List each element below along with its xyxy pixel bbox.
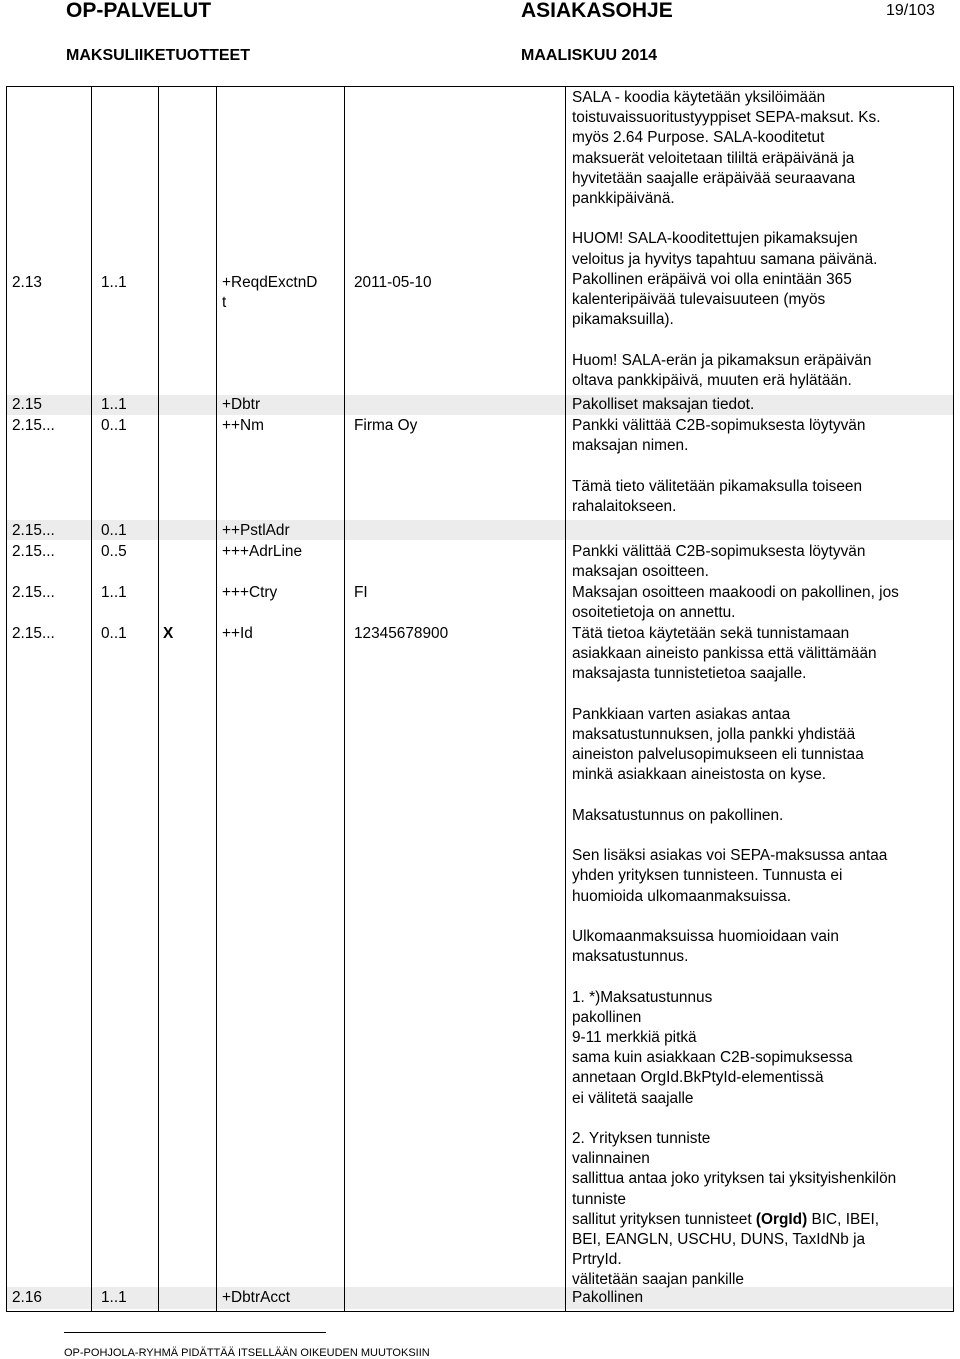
desc-text: sallitut yrityksen tunnisteet [572,1210,756,1228]
desc-line: kalenteripäivää tulevaisuuteen (myös [572,291,826,309]
desc-line: Tämä tieto välitetään pikamaksulla toiseen [572,477,863,495]
description-id [572,624,896,1291]
footer-rule [64,1332,326,1333]
desc-line: maksatustunnus. [572,948,689,966]
orgid-bold: (OrgId) [755,1210,808,1228]
desc-line: hyvitetään saajalle eräpäivää seuraavana [572,169,856,187]
row-tag-cont: t [222,294,227,311]
desc-line: Tätä tietoa käytetään sekä tunnistamaan [572,625,850,642]
desc-line: yhden yrityksen tunnisteen. Tunnusta ei [572,867,843,885]
desc-line: tunniste [572,1190,626,1208]
col-divider [158,87,159,1311]
row-cardinality: 1..1 [101,1289,127,1306]
row-mark: X [163,625,174,642]
desc-line: asiakkaan aineisto pankissa että välittämään [572,645,877,663]
desc-line: sallittua antaa joko yrityksen tai yksityishenkilön [572,1170,897,1188]
row-tag: +Dbtr [222,396,261,413]
desc-line: maksatustunnuksen, jolla pankki yhdistää [572,726,856,743]
col-divider [565,87,566,1311]
desc-line: osoitetietoja on annettu. [572,604,736,622]
row-tag: +++AdrLine [222,543,303,560]
row-example: 12345678900 [354,625,449,642]
desc-line: valinnainen [572,1150,650,1168]
desc-line [572,826,896,846]
header-center-subtitle: MAALISKUU 2014 [521,47,658,64]
desc-line: Sen lisäksi asiakas voi SEPA-maksussa antaa [572,847,888,865]
desc-line: ei välitetä saajalle [572,1089,694,1107]
desc-line [572,967,896,987]
col-divider [216,87,217,1311]
row-number: 2.15... [12,417,55,434]
row-tag: +ReqdExctnD [222,274,318,291]
row-cardinality: 1..1 [101,396,127,413]
col-divider [344,87,345,1311]
row-cardinality: 0..1 [101,625,127,642]
desc-line: maksajan osoitteen. [572,563,709,581]
row-tag: ++Id [222,625,253,642]
row-cardinality: 0..1 [101,522,127,539]
desc-line [572,209,881,229]
row-2-15-shade [7,395,953,415]
row-example: 2011-05-10 [354,274,432,291]
desc-line: 2. Yrityksen tunniste [572,1129,711,1147]
row-cardinality: 0..1 [101,417,127,434]
desc-line: minkä asiakkaan aineistosta on kyse. [572,766,827,784]
desc-line: välitetään saajan pankille [572,1271,744,1289]
description-adrline [572,542,865,582]
row-description: Pakollinen [572,1289,644,1306]
desc-line: maksajasta tunnistetietoa saajalle. [572,665,807,683]
desc-line: huomioida ulkomaanmaksuissa. [572,887,792,905]
desc-line: PrtryId. [572,1251,622,1269]
desc-line: toistuvaissuoritustyyppiset SEPA-maksut. Ks. [572,109,881,127]
desc-line [572,907,896,927]
row-number: 2.16 [12,1289,42,1306]
row-number: 2.13 [12,274,42,291]
desc-line: Ulkomaanmaksuissa huomioidaan vain [572,927,839,945]
row-cardinality: 1..1 [101,274,127,291]
desc-line [572,456,865,476]
desc-line: 1. *)Maksatustunnus [572,988,713,1006]
header-left-subtitle: MAKSULIIKETUOTTEET [66,47,250,64]
row-number: 2.15 [12,396,42,413]
row-tag: +++Ctry [222,584,278,601]
desc-line [572,1109,896,1129]
desc-line: veloitus ja hyvitys tapahtuu samana päivänä. [572,250,878,268]
desc-line: Pankkiaan varten asiakas antaa [572,705,791,723]
row-example: FI [354,584,368,601]
col-divider [91,87,92,1311]
header-left-title: OP-PALVELUT [66,0,212,22]
row-number: 2.15... [12,543,55,560]
row-number: 2.15... [12,584,55,601]
desc-text: BIC, IBEI, [807,1210,880,1228]
desc-line [572,786,896,806]
page-number: 19/103 [886,2,935,19]
row-number: 2.15... [12,625,55,642]
desc-line [572,685,896,705]
desc-line: Huom! SALA-erän ja pikamaksun eräpäivän [572,351,872,369]
desc-line: pakollinen [572,1008,642,1026]
description-nm [572,416,865,517]
desc-line: Maksajan osoitteen maakoodi on pakollinen, jos [572,584,899,601]
row-tag: +DbtrAcct [222,1289,290,1306]
desc-line: annetaan OrgId.BkPtyId-elementissä [572,1069,824,1087]
row-example: Firma Oy [354,417,418,434]
desc-line: SALA - koodia käytetään yksilöimään [572,89,826,106]
desc-line [572,330,881,350]
row-tag: ++PstlAdr [222,522,290,539]
row-description: Pakolliset maksajan tiedot. [572,396,755,413]
desc-line: pikamaksuilla). [572,311,674,329]
desc-line: oltava pankkipäivä, muuten erä hylätään. [572,371,852,389]
row-number: 2.15... [12,522,55,539]
desc-line: HUOM! SALA-kooditettujen pikamaksujen [572,230,858,248]
desc-line: Pankki välittää C2B-sopimuksesta löytyvän [572,417,866,434]
desc-line: rahalaitokseen. [572,497,677,515]
row-tag: ++Nm [222,417,264,434]
desc-line: sama kuin asiakkaan C2B-sopimuksessa [572,1049,853,1067]
desc-line: BEI, EANGLN, USCHU, DUNS, TaxIdNb ja [572,1231,866,1248]
desc-line: maksajan nimen. [572,437,689,455]
row-cardinality: 0..5 [101,543,127,560]
desc-line: Maksatustunnus on pakollinen. [572,806,784,824]
desc-line: maksuerät veloitetaan tililtä eräpäivänä ja [572,149,855,167]
row-pstladr-shade [7,520,953,540]
desc-line: 9-11 merkkiä pitkä [572,1028,697,1046]
desc-line: aineiston palvelusopimukseen eli tunnistaa [572,746,864,764]
desc-line: Pakollinen eräpäivä voi olla enintään 365 [572,270,852,288]
desc-line-orgid [572,1210,896,1230]
desc-line: myös 2.64 Purpose. SALA-kooditetut [572,129,825,147]
desc-line: pankkipäivänä. [572,190,675,208]
footer-text: OP-POHJOLA-RYHMÄ PIDÄTTÄÄ ITSELLÄÄN OIKEUDEN MUUTOKSIIN [64,1347,430,1359]
header-center-title: ASIAKASOHJE [521,0,673,22]
description-ctry [572,583,899,623]
desc-line: Pankki välittää C2B-sopimuksesta löytyvän [572,543,866,560]
row-cardinality: 1..1 [101,584,127,601]
description-sala [572,88,881,391]
